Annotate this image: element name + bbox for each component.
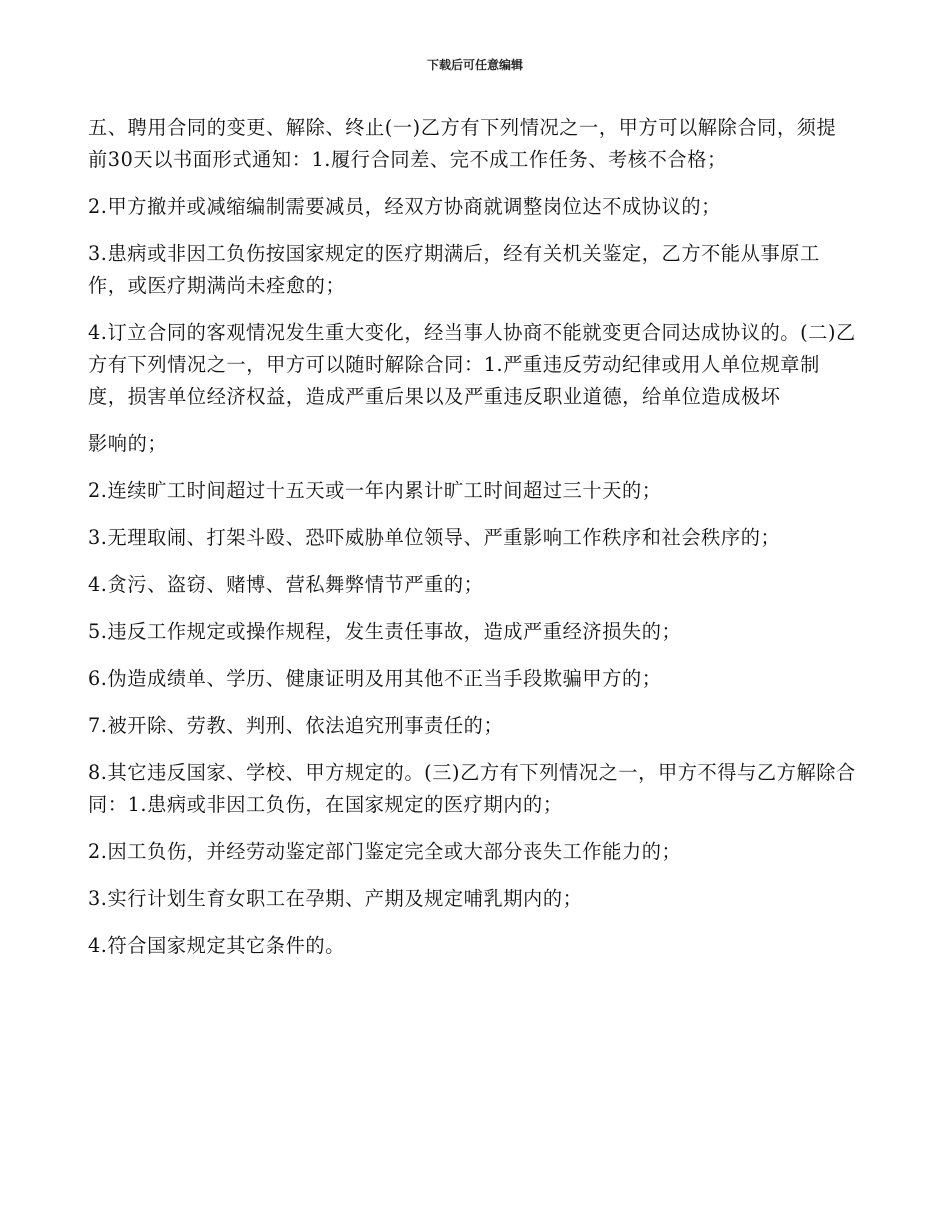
paragraph-item: 6.伪造成绩单、学历、健康证明及用其他不正当手段欺骗甲方的； xyxy=(88,667,662,690)
paragraph-item: 2.甲方撤并或减缩编制需要减员，经双方协商就调整岗位达不成协议的； xyxy=(88,195,721,218)
paragraph-item: 4.订立合同的客观情况发生重大变化，经当事人协商不能就变更合同达成协议的。(二)乙方有下列情况之一，甲方可以随时解除合同：1.严重违反劳动纪律或用人单位规章制度，损害单位经济权益，造成严重后果以及严重违反职业道德，给单位造成极坏 xyxy=(88,321,856,408)
paragraph-section-5-intro: 五、聘用合同的变更、解除、终止(一)乙方有下列情况之一，甲方可以解除合同，须提前30天以书面形式通知：1.履行合同差、完不成工作任务、考核不合格； xyxy=(88,116,837,171)
paragraph-item: 5.违反工作规定或操作规程，发生责任事故，造成严重经济损失的； xyxy=(88,620,682,643)
paragraph-item: 3.实行计划生育女职工在孕期、产期及规定哺乳期内的； xyxy=(88,887,583,910)
paragraph-item: 2.因工负伤，并经劳动鉴定部门鉴定完全或大部分丧失工作能力的； xyxy=(88,840,682,863)
document-body xyxy=(88,112,856,977)
paragraph-item: 7.被开除、劳教、判刑、依法追究刑事责任的； xyxy=(88,714,504,737)
paragraph-continuation: 影响的； xyxy=(88,432,168,455)
paragraph-item: 2.连续旷工时间超过十五天或一年内累计旷工时间超过三十天的； xyxy=(88,479,662,502)
paragraph-item: 4.贪污、盗窃、赌博、营私舞弊情节严重的； xyxy=(88,573,484,596)
page-header: 下载后可任意编辑 xyxy=(426,58,523,72)
paragraph-item: 3.患病或非因工负伤按国家规定的医疗期满后，经有关机关鉴定，乙方不能从事原工作，或医疗期满尚未痊愈的； xyxy=(88,242,820,297)
paragraph-item: 3.无理取闹、打架斗殴、恐吓威胁单位领导、严重影响工作秩序和社会秩序的； xyxy=(88,526,781,549)
paragraph-item: 4.符合国家规定其它条件的。 xyxy=(88,934,345,957)
paragraph-item: 8.其它违反国家、学校、甲方规定的。(三)乙方有下列情况之一，甲方不得与乙方解除合同：1.患病或非因工负伤，在国家规定的医疗期内的； xyxy=(88,761,856,816)
